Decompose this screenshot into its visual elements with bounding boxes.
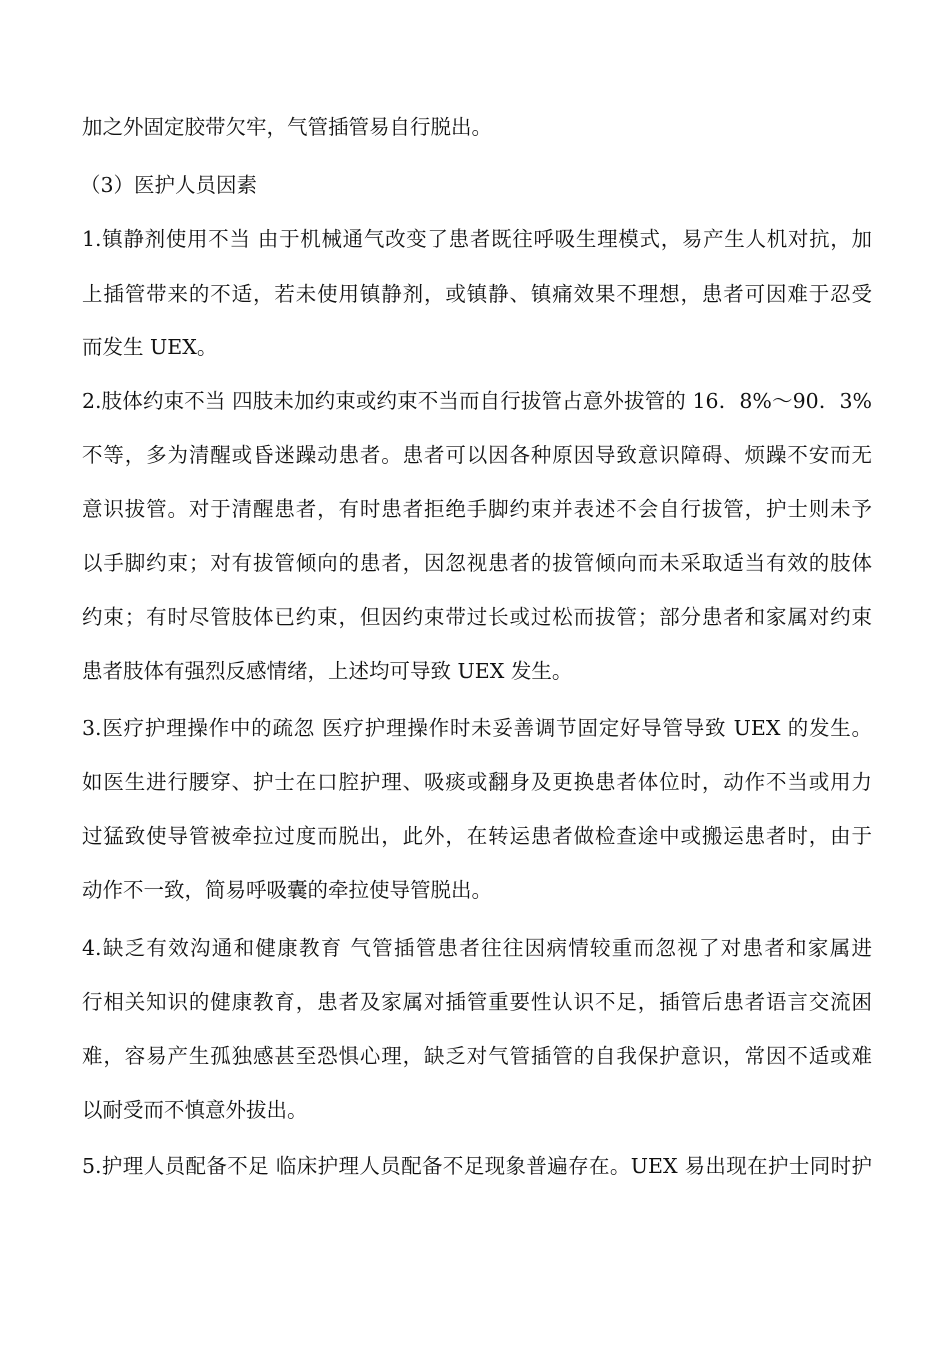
text-line: 2.肢体约束不当 四肢未加约束或约束不当而自行拔管占意外拔管的 16．8%～90．3% [82,389,872,413]
text-line: 过猛致使导管被牵拉过度而脱出，此外，在转运患者做检查途中或搬运患者时，由于 [82,824,872,848]
text-line: 3.医疗护理操作中的疏忽 医疗护理操作时未妥善调节固定好导管导致 UEX 的发生。 [82,716,872,740]
text-line: 而发生 UEX。 [82,335,218,359]
text-line: 以手脚约束；对有拔管倾向的患者，因忽视患者的拔管倾向而未采取适当有效的肢体 [82,551,872,575]
text-line: 不等，多为清醒或昏迷躁动患者。患者可以因各种原因导致意识障碍、烦躁不安而无 [82,443,872,467]
text-line: 难，容易产生孤独感甚至恐惧心理，缺乏对气管插管的自我保护意识，常因不适或难 [82,1044,872,1068]
text-line: 意识拔管。对于清醒患者，有时患者拒绝手脚约束并表述不会自行拔管，护士则未予 [82,497,872,521]
text-line: 5.护理人员配备不足 临床护理人员配备不足现象普遍存在。UEX 易出现在护士同时护 [82,1154,872,1178]
text-line: 上插管带来的不适，若未使用镇静剂，或镇静、镇痛效果不理想，患者可因难于忍受 [82,282,872,306]
text-line: 动作不一致，简易呼吸囊的牵拉使导管脱出。 [82,878,492,902]
text-line: 约束；有时尽管肢体已约束，但因约束带过长或过松而拔管；部分患者和家属对约束 [82,605,872,629]
text-line: 4.缺乏有效沟通和健康教育 气管插管患者往往因病情较重而忽视了对患者和家属进 [82,936,872,960]
section-heading: （3）医护人员因素 [80,173,258,197]
text-line: 行相关知识的健康教育，患者及家属对插管重要性认识不足，插管后患者语言交流困 [82,990,872,1014]
text-line: 以耐受而不慎意外拔出。 [82,1098,308,1122]
text-line: 1.镇静剂使用不当 由于机械通气改变了患者既往呼吸生理模式，易产生人机对抗，加 [82,227,872,251]
text-line: 如医生进行腰穿、护士在口腔护理、吸痰或翻身及更换患者体位时，动作不当或用力 [82,770,872,794]
text-line: 患者肢体有强烈反感情绪，上述均可导致 UEX 发生。 [82,659,573,683]
text-line: 加之外固定胶带欠牢，气管插管易自行脱出。 [82,115,492,139]
